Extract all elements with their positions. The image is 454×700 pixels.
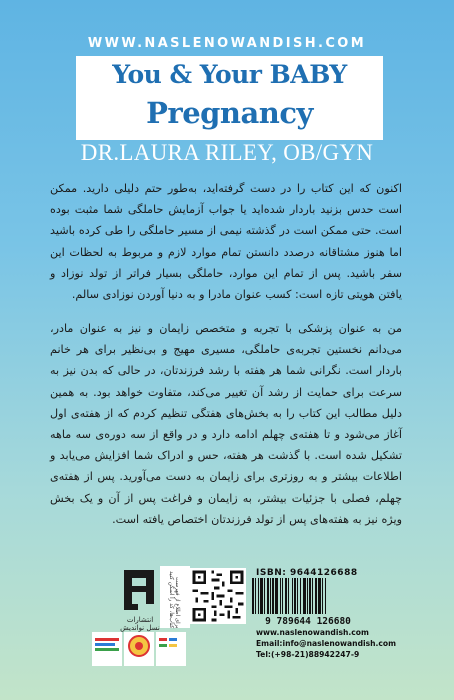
- publisher-logo-icon: [122, 566, 156, 614]
- book-title-line2: Pregnancy: [146, 96, 313, 130]
- scan-note-strip: [160, 566, 190, 628]
- book-title-line1: You & Your BABY: [112, 60, 347, 89]
- contact-website: www.naslenowandish.com: [256, 628, 369, 637]
- isbn-label: ISBN:: [256, 568, 287, 578]
- contact-phone: Tel:(+98-21)88942247-9: [256, 650, 360, 659]
- award-badge-icon: [124, 632, 154, 666]
- barcode-number: 9 789644 126680: [265, 616, 351, 627]
- qr-code-icon: [190, 568, 246, 624]
- publisher-name: انتشارات نسل نواندیش: [120, 616, 160, 632]
- scan-note-text: برای اطلاع از فهرست کتاب‌ها، کد را اسکن کنید: [168, 570, 180, 628]
- title-panel: [76, 56, 383, 140]
- blurb-paragraph-2: من به عنوان پزشکی با تجربه و متخصص زایمان و نیز به عنوان مادر، می‌دانم نخستین تجربه‌ی حاملگی، مسیری مهیج و بی‌نظیر برای هر خانم باردار است. نگرانی شما هر هفته با رشد فرزندتان، در حالی که بدن نیز به سرعت برای حمایت از رشد آن تغییر می‌کند، متفاوت خواهد بود. به همین دلیل مطالب این کتاب را به بخش‌های هفتگی تنظیم کردم که از هفته‌ی اول آغاز می‌شود و تا هفته‌ی چهلم ادامه دارد و در واقع از سه دوره‌ی سه ماهه تشکیل شده است. با گذشت هر هفته، حس و ادراک شما افزایش می‌یابد و اطلاعات بیشتر و به روزتری برای زایمان به دست می‌آورید. پس از هفته‌ی چهلم، فصلی با جزئیات بیشتر، به زایمان و فراغت پس از آن و یک بخش ویژه نیز به هفته‌های پس از تولد فرزندتان اختصاص یافته است.: [50, 322, 402, 526]
- barcode-gap: [326, 578, 327, 614]
- contact-email: Email:info@naslenowandish.com: [256, 639, 397, 648]
- award-badge-icon: [156, 632, 186, 666]
- award-badge-icon: [92, 632, 122, 666]
- author-name: DR.LAURA RILEY, OB/GYN: [80, 140, 374, 165]
- isbn-value: 9644126688: [289, 568, 358, 578]
- blurb-paragraph-1: اکنون که این کتاب را در دست گرفته‌اید، به‌طور حتم دلیلی دارید. ممکن است حدس بزنید باردار شده‌اید یا جواب آزمایش حاملگی شما مثبت بوده است. حتی ممکن است در گذشته نیمی از مسیر حاملگی را طی کرده باشید اما هنوز مشتاقانه درصدد دانستن تمام موارد لازم و مربوط به لحظات این سفر باشید. پس از تمام این موارد، حاملگی بسیار فراتر از تولد نوزاد و یافتن هویتی تازه است: کسب عنوان مادرا و به دنیا آوردن نوزادی سالم.: [50, 182, 402, 302]
- isbn-line: [256, 568, 358, 578]
- publisher-website: WWW.NASLENOWANDISH.COM: [87, 36, 367, 51]
- barcode-icon: [252, 578, 362, 614]
